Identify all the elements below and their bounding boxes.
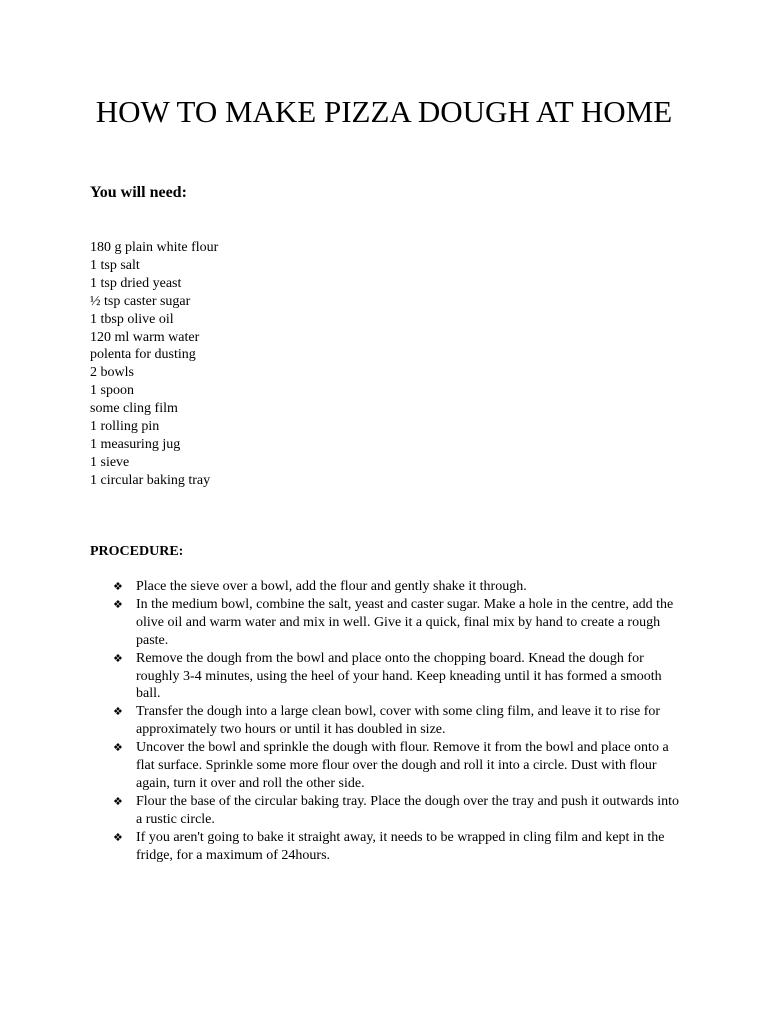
ingredients-list <box>90 239 218 490</box>
ingredient-item: 1 measuring jug <box>90 436 181 452</box>
ingredient-item: 1 tsp dried yeast <box>90 275 182 291</box>
procedure-step <box>113 596 683 650</box>
ingredient-item: polenta for dusting <box>90 347 196 363</box>
ingredient-item: 1 tsp salt <box>90 257 140 273</box>
procedure-step <box>113 829 683 865</box>
procedure-steps-list <box>113 578 683 865</box>
diamond-bullet-icon: ❖ <box>113 651 123 665</box>
ingredient-item: ½ tsp caster sugar <box>90 293 191 309</box>
procedure-step <box>113 703 683 739</box>
ingredient-item: 2 bowls <box>90 365 134 381</box>
diamond-bullet-icon: ❖ <box>113 597 123 611</box>
ingredient-item: 180 g plain white flour <box>90 240 219 255</box>
page-title: HOW TO MAKE PIZZA DOUGH AT HOME <box>95 94 673 129</box>
ingredient-item: 1 rolling pin <box>90 419 160 435</box>
procedure-step-text: Flour the base of the circular baking tray. Place the dough over the tray and push it outwards into a rustic circle. <box>136 793 679 827</box>
procedure-step-text: Transfer the dough into a large clean bowl, cover with some cling film, and leave it to rise for approximately two hours or until it has doubled in size. <box>136 704 661 738</box>
needs-heading: You will need: <box>90 184 187 201</box>
ingredient-item: 120 ml warm water <box>90 329 200 345</box>
procedure-step-text: Uncover the bowl and sprinkle the dough with flour. Remove it from the bowl and place onto a flat surface. Sprinkle some more flour over the dough and roll it into a circle. Dust with flour again, turn it over and roll the other side. <box>136 740 669 791</box>
ingredient-item: some cling film <box>90 401 178 417</box>
ingredient-item: 1 circular baking tray <box>90 472 211 488</box>
procedure-step-text: If you aren't going to bake it straight away, it needs to be wrapped in cling film and kept in the fridge, for a maximum of 24hours. <box>136 829 665 863</box>
ingredient-item: 1 tbsp olive oil <box>90 311 174 327</box>
procedure-step <box>113 739 683 793</box>
procedure-step-text: Remove the dough from the bowl and place onto the chopping board. Knead the dough for roughly 3-4 minutes, using the heel of your hand. Keep kneading until it has formed a smooth ball. <box>136 650 662 702</box>
procedure-step-text: Place the sieve over a bowl, add the flour and gently shake it through. <box>136 579 527 594</box>
diamond-bullet-icon: ❖ <box>113 741 123 755</box>
procedure-heading: PROCEDURE: <box>90 544 184 559</box>
ingredient-item: 1 sieve <box>90 454 130 470</box>
diamond-bullet-icon: ❖ <box>113 580 123 593</box>
procedure-step <box>113 650 683 704</box>
ingredient-item: 1 spoon <box>90 383 134 399</box>
procedure-step-text: In the medium bowl, combine the salt, yeast and caster sugar. Make a hole in the centre, add the olive oil and warm water and mix in well. Give it a quick, final mix by hand to create a rough paste. <box>136 596 674 648</box>
procedure-step <box>113 578 683 596</box>
procedure-step <box>113 793 683 829</box>
diamond-bullet-icon: ❖ <box>113 830 123 844</box>
diamond-bullet-icon: ❖ <box>113 794 123 808</box>
diamond-bullet-icon: ❖ <box>113 705 123 719</box>
